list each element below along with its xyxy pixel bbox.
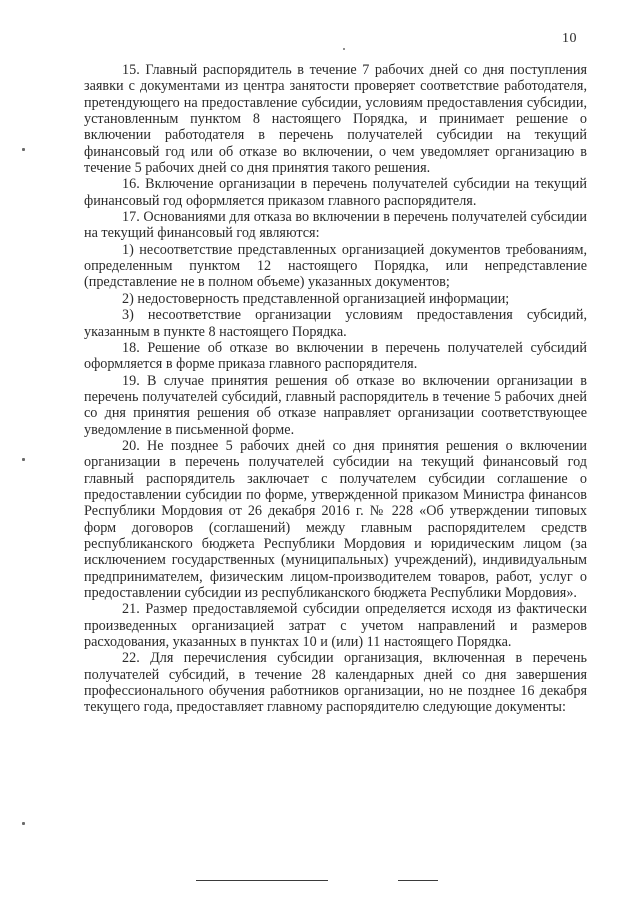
- paragraph-17-item-1: 1) несоответствие представленных организацией документов требованиям, определенным пунктом 12 настоящего Порядка, или непредставление (представление не в полном объеме) указанных документов;: [84, 241, 587, 291]
- scan-mark: [22, 458, 25, 461]
- paragraph-15: 15. Главный распорядитель в течение 7 рабочих дней со дня поступления заявки с документами из центра занятости проверяет соответствие работодателя, претендующего на предоставление субсидии, условиям предоставления субсидии, установленным пунктом 8 настоящего Порядка, и принимает решение о включении работодателя в перечень получателей субсидии на текущий финансовый год или об отказе во включении, о чем уведомляет организацию в течение 5 рабочих дней со дня принятия такого решения.: [84, 62, 587, 177]
- page-number: 10: [562, 31, 577, 46]
- paragraph-17-item-2: 2) недостоверность представленной организацией информации;: [122, 290, 510, 307]
- scan-mark: [343, 48, 345, 50]
- scan-mark: [22, 822, 25, 825]
- paragraph-20: 20. Не позднее 5 рабочих дней со дня принятия решения о включении организации в перечень получателей субсидии на текущий финансовый год главный распорядитель заключает с получателем субсидии соглашение о предоставлении субсидии по форме, утвержденной приказом Министра финансов Республики Мордовия от 26 декабря 2016 г. № 228 «Об утверждении типовых форм договоров (соглашений) между главным распорядителем средств республиканского бюджета Республики Мордовия и юридическим лицом (за исключением государственных (муниципальных) учреждений), индивидуальным предпринимателем, физическим лицом-производителем товаров, работ, услуг о предоставлении субсидии из республиканского бюджета Республики Мордовия».: [84, 437, 587, 601]
- paragraph-16: 16. Включение организации в перечень получателей субсидии на текущий финансовый год оформляется приказом главного распорядителя.: [84, 176, 587, 209]
- paragraph-22: 22. Для перечисления субсидии организация, включенная в перечень получателей субсидий, в течение 28 календарных дней со дня завершения профессионального обучения работников организации, но не позднее 16 декабря текущего года, предоставляет главному распорядителю следующие документы:: [84, 650, 587, 716]
- paragraph-17: 17. Основаниями для отказа во включении в перечень получателей субсидии на текущий финансовый год являются:: [84, 209, 587, 242]
- footer-rule: [196, 880, 328, 881]
- document-body: [84, 62, 587, 716]
- paragraph-18: 18. Решение об отказе во включении в перечень получателей субсидий оформляется в форме приказа главного распорядителя.: [84, 339, 587, 373]
- footer-rule: [398, 880, 438, 881]
- scan-mark: [22, 148, 25, 151]
- paragraph-19: 19. В случае принятия решения об отказе во включении организации в перечень получателей субсидий, главный распорядитель в течение 5 рабочих дней со дня принятия решения об отказе направляет организации соответствующее уведомление в письменной форме.: [84, 372, 587, 438]
- paragraph-21: 21. Размер предоставляемой субсидии определяется исходя из фактически произведенных организацией затрат с учетом направлений и размеров расходования, указанных в пунктах 10 и (или) 11 настоящего Порядка.: [84, 601, 587, 651]
- paragraph-17-item-3: 3) несоответствие организации условиям предоставления субсидий, указанным в пункте 8 настоящего Порядка.: [84, 307, 587, 340]
